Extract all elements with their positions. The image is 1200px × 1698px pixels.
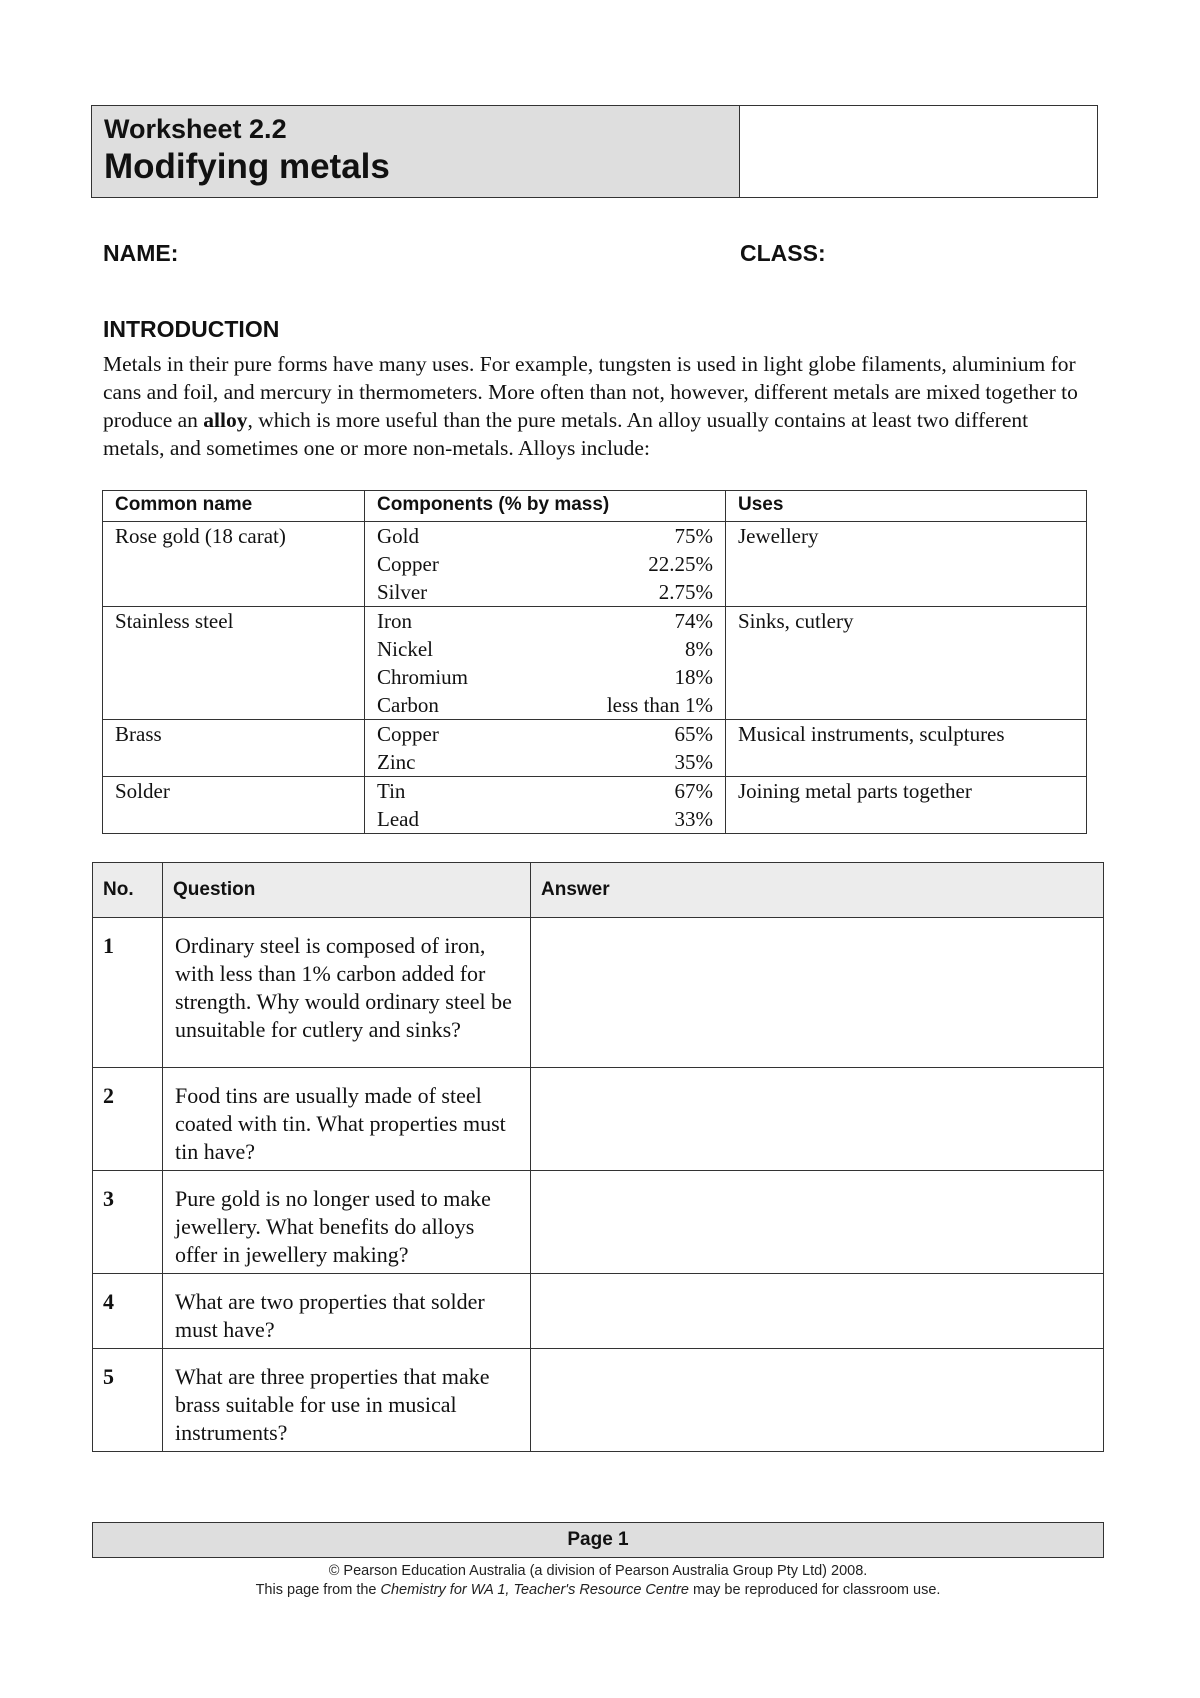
question-row bbox=[93, 1274, 1104, 1349]
component-element: Copper bbox=[377, 552, 439, 576]
component-percent: 33% bbox=[674, 807, 713, 831]
alloy-row bbox=[103, 522, 1087, 607]
answer-field[interactable] bbox=[531, 918, 1104, 1068]
column-header-no: No. bbox=[93, 863, 163, 918]
intro-bold-word: alloy bbox=[203, 408, 248, 432]
component-percent: 74% bbox=[674, 609, 713, 633]
alloy-name-cell: Solder bbox=[103, 777, 365, 834]
component-line bbox=[377, 777, 713, 805]
question-row bbox=[93, 1068, 1104, 1171]
footer-credits bbox=[92, 1562, 1104, 1600]
component-line bbox=[377, 691, 713, 719]
component-element: Lead bbox=[377, 807, 419, 831]
alloy-components-cell bbox=[365, 607, 726, 720]
component-element: Chromium bbox=[377, 665, 469, 689]
alloy-row bbox=[103, 607, 1087, 720]
alloy-table bbox=[102, 490, 1087, 834]
component-percent: less than 1% bbox=[606, 693, 713, 717]
alloy-uses-cell: Sinks, cutlery bbox=[726, 607, 1087, 720]
component-percent: 22.25% bbox=[648, 552, 713, 576]
question-table bbox=[92, 862, 1104, 1452]
alloy-table-body bbox=[103, 522, 1087, 834]
alloy-row bbox=[103, 720, 1087, 777]
alloy-uses-cell: Jewellery bbox=[726, 522, 1087, 607]
component-line bbox=[377, 635, 713, 663]
question-number: 5 bbox=[93, 1349, 163, 1452]
component-line bbox=[377, 607, 713, 635]
component-element: Zinc bbox=[377, 750, 416, 774]
component-line bbox=[377, 522, 713, 550]
question-number: 1 bbox=[93, 918, 163, 1068]
answer-field[interactable] bbox=[531, 1068, 1104, 1171]
reproduction-suffix: may be reproduced for classroom use. bbox=[688, 1582, 941, 1598]
question-table-header-row bbox=[93, 863, 1104, 918]
question-number: 2 bbox=[93, 1068, 163, 1171]
name-label: NAME: bbox=[103, 240, 179, 266]
component-percent: 18% bbox=[674, 665, 713, 689]
question-text: Ordinary steel is composed of iron, with less than 1% carbon added for strength. Why would ordinary steel be unsuitable for cutlery and sinks? bbox=[163, 918, 531, 1068]
column-header-uses: Uses bbox=[726, 491, 1087, 522]
component-element: Copper bbox=[377, 722, 439, 746]
component-percent: 65% bbox=[674, 722, 713, 746]
question-text: What are two properties that solder must have? bbox=[163, 1274, 531, 1349]
question-row bbox=[93, 1171, 1104, 1274]
component-percent: 8% bbox=[685, 637, 713, 661]
question-number: 4 bbox=[93, 1274, 163, 1349]
alloy-components-cell bbox=[365, 720, 726, 777]
answer-field[interactable] bbox=[531, 1274, 1104, 1349]
resource-title: Chemistry for WA 1, Teacher's Resource Centre bbox=[380, 1582, 689, 1598]
worksheet-title: Modifying metals bbox=[104, 147, 390, 186]
intro-text-part-1: Metals in their pure forms have many uses. For example, tungsten is used in light globe filaments, aluminium for cans and foil, and mercury in thermometers. More often than not, however, different metals are mixed together to produce an bbox=[103, 352, 1078, 432]
alloy-name-cell: Stainless steel bbox=[103, 607, 365, 720]
question-text: Pure gold is no longer used to make jewellery. What benefits do alloys offer in jewellery making? bbox=[163, 1171, 531, 1274]
reproduction-line bbox=[92, 1581, 1104, 1600]
reproduction-prefix: This page from the bbox=[255, 1582, 381, 1598]
alloy-uses-cell: Joining metal parts together bbox=[726, 777, 1087, 834]
alloy-row bbox=[103, 777, 1087, 834]
component-element: Gold bbox=[377, 524, 419, 548]
alloy-uses-cell: Musical instruments, sculptures bbox=[726, 720, 1087, 777]
question-row bbox=[93, 918, 1104, 1068]
component-element: Carbon bbox=[377, 693, 439, 717]
answer-field[interactable] bbox=[531, 1349, 1104, 1452]
component-line bbox=[377, 748, 713, 776]
alloy-components-cell bbox=[365, 777, 726, 834]
intro-text-part-2: , which is more useful than the pure metals. An alloy usually contains at least two different metals, and sometimes one or more non-metals. Alloys include: bbox=[103, 408, 1029, 460]
copyright-line: © Pearson Education Australia (a division of Pearson Australia Group Pty Ltd) 2008. bbox=[328, 1563, 868, 1579]
component-element: Silver bbox=[377, 580, 428, 604]
column-header-components: Components (% by mass) bbox=[365, 491, 726, 522]
question-text: Food tins are usually made of steel coated with tin. What properties must tin have? bbox=[163, 1068, 531, 1171]
component-percent: 35% bbox=[674, 750, 713, 774]
column-header-answer: Answer bbox=[531, 863, 1104, 918]
introduction-text bbox=[103, 350, 1093, 462]
question-row bbox=[93, 1349, 1104, 1452]
component-percent: 75% bbox=[674, 524, 713, 548]
alloy-table-header-row bbox=[103, 491, 1087, 522]
class-label: CLASS: bbox=[740, 240, 826, 266]
component-line bbox=[377, 720, 713, 748]
page-number-bar: Page 1 bbox=[92, 1522, 1104, 1558]
worksheet-title-block bbox=[92, 106, 740, 197]
worksheet-header bbox=[91, 105, 1098, 198]
component-element: Iron bbox=[377, 609, 412, 633]
component-percent: 67% bbox=[674, 779, 713, 803]
worksheet-number: Worksheet 2.2 bbox=[104, 114, 287, 144]
component-line bbox=[377, 805, 713, 833]
alloy-name-cell: Brass bbox=[103, 720, 365, 777]
introduction-heading: INTRODUCTION bbox=[103, 316, 280, 342]
component-line bbox=[377, 663, 713, 691]
alloy-name-cell: Rose gold (18 carat) bbox=[103, 522, 365, 607]
column-header-common-name: Common name bbox=[103, 491, 365, 522]
component-line bbox=[377, 578, 713, 606]
answer-field[interactable] bbox=[531, 1171, 1104, 1274]
component-element: Nickel bbox=[377, 637, 433, 661]
question-table-body bbox=[93, 918, 1104, 1452]
component-percent: 2.75% bbox=[658, 580, 713, 604]
question-number: 3 bbox=[93, 1171, 163, 1274]
question-text: What are three properties that make brass suitable for use in musical instruments? bbox=[163, 1349, 531, 1452]
alloy-components-cell bbox=[365, 522, 726, 607]
column-header-question: Question bbox=[163, 863, 531, 918]
component-line bbox=[377, 550, 713, 578]
component-element: Tin bbox=[377, 779, 406, 803]
header-blank-box bbox=[740, 106, 1097, 197]
